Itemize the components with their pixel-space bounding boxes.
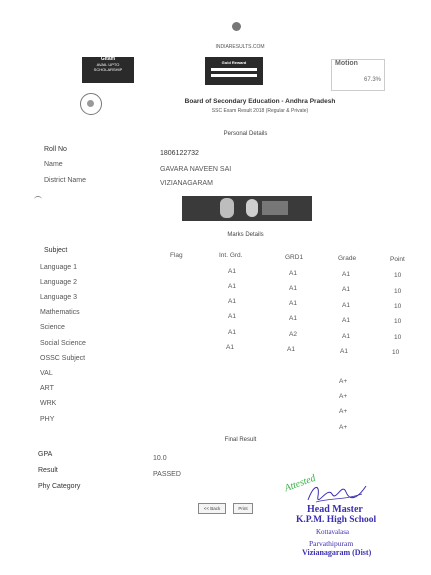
stamp-line3: Kottavalasa: [316, 528, 350, 536]
final-grade: A1: [342, 271, 350, 278]
ad-left[interactable]: [82, 57, 134, 83]
subject-name: Science: [40, 324, 65, 331]
subject-name: VAL: [40, 370, 53, 377]
exam-name: SSC Exam Result 2018 (Regular & Private): [211, 108, 309, 114]
ad-center[interactable]: [205, 57, 263, 85]
ad-left-line1: Gitam: [100, 56, 116, 62]
section-final-title: Final Result: [224, 437, 257, 443]
grd1-grade: A1: [289, 315, 297, 322]
board-emblem-icon: [80, 93, 102, 115]
name-label: Name: [44, 161, 63, 168]
grd1-grade: A1: [289, 300, 297, 307]
gpa-label: GPA: [38, 451, 53, 458]
ad-right-brand: Motion: [335, 60, 358, 67]
roll-no-value: 1806122732: [160, 150, 199, 157]
grd1-grade: A1: [289, 270, 297, 277]
banner-image: [182, 196, 312, 221]
header-grade: Grade: [338, 255, 357, 262]
margin-mark: [34, 196, 42, 203]
board-name: Board of Secondary Education - Andhra Pradesh: [184, 98, 336, 105]
header-subject: Subject: [44, 247, 68, 254]
grade-point: 10: [394, 334, 402, 341]
header-flag: Flag: [170, 252, 183, 259]
final-grade: A1: [342, 302, 350, 309]
subject-name: WRK: [40, 400, 57, 407]
subject-name: Language 1: [40, 264, 77, 271]
attested-signature: Attested: [283, 472, 318, 495]
subject-name: Language 2: [40, 279, 77, 286]
result-label: Result: [38, 467, 58, 474]
ad-left-line2: AVAIL UPTO: [96, 62, 120, 67]
section-personal-title: Personal Details: [223, 131, 268, 137]
stamp-line5: Vizianagaram (Dist): [302, 548, 372, 557]
stamp-line2: K.P.M. High School: [296, 515, 377, 525]
phy-category-label: Phy Category: [38, 483, 81, 490]
final-grade: A+: [339, 393, 348, 400]
ad-left-line3: SCHOLARSHIP: [93, 67, 123, 72]
header-grd1: GRD1: [285, 254, 304, 261]
roll-no-label: Roll No: [44, 146, 67, 153]
section-marks-title: Marks Details: [227, 232, 264, 238]
grd1-grade: A1: [287, 346, 295, 353]
ad-center-bar1: [211, 68, 257, 71]
grade-point: 10: [394, 272, 402, 279]
ad-right[interactable]: [331, 59, 385, 91]
grade-point: 10: [394, 318, 402, 325]
grd1-grade: A2: [289, 331, 297, 338]
district-value: VIZIANAGARAM: [160, 180, 213, 187]
subject-name: Social Science: [40, 340, 86, 347]
ossc-subject-label: OSSC Subject: [40, 355, 86, 362]
int-grade: A1: [228, 268, 236, 275]
subject-name: ART: [40, 385, 54, 392]
final-grade: A1: [342, 333, 350, 340]
int-grade: A1: [228, 313, 236, 320]
signature-scribble: [306, 480, 368, 506]
int-grade: A1: [226, 344, 234, 351]
ad-right-percent: 67.3%: [363, 77, 381, 83]
gpa-value: 10.0: [153, 455, 167, 462]
grade-point: 10: [394, 288, 402, 295]
final-grade: A+: [339, 378, 348, 385]
subject-name: Mathematics: [40, 309, 80, 316]
final-grade: A1: [342, 317, 350, 324]
header-int: Int. Grd.: [219, 252, 243, 259]
print-button[interactable]: Print: [233, 503, 253, 514]
site-name: INDIARESULTS.COM: [215, 44, 265, 50]
result-value: PASSED: [153, 471, 181, 478]
ad-center-bar2: [211, 74, 257, 77]
name-value: GAVARA NAVEEN SAI: [160, 166, 232, 173]
punch-hole: [232, 22, 241, 31]
back-button[interactable]: << Back: [198, 503, 226, 514]
final-grade: A1: [340, 348, 348, 355]
int-grade: A1: [228, 283, 236, 290]
header-point: Point: [390, 256, 405, 263]
stamp-line4: Parvathipuram: [309, 539, 354, 548]
final-grade: A1: [342, 286, 350, 293]
stamp-line1: Head Master: [307, 504, 363, 515]
district-label: District Name: [44, 177, 87, 184]
grade-point: 10: [394, 303, 402, 310]
ad-center-line1: Gold Reward: [221, 60, 247, 65]
int-grade: A1: [228, 298, 236, 305]
grd1-grade: A1: [289, 285, 297, 292]
int-grade: A1: [228, 329, 236, 336]
final-grade: A+: [339, 424, 348, 431]
final-grade: A+: [339, 408, 348, 415]
grade-point: 10: [392, 349, 400, 356]
subject-name: Language 3: [40, 294, 77, 301]
subject-name: PHY: [40, 416, 55, 423]
